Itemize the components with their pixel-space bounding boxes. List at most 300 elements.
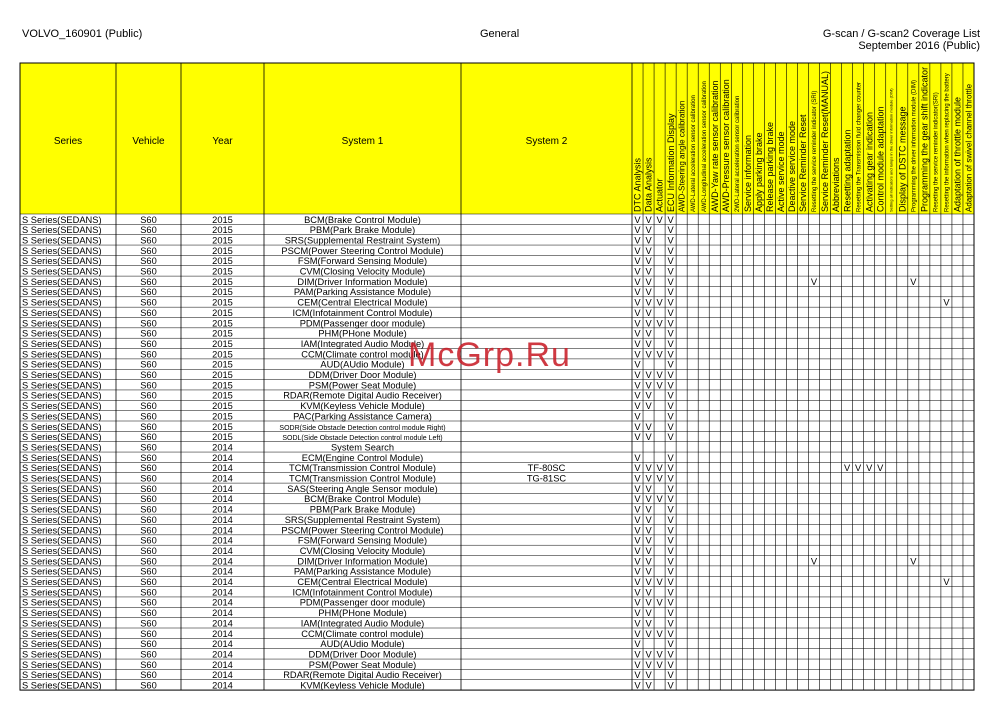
cell-year: 2014 xyxy=(212,639,233,650)
coverage-mark: V xyxy=(634,214,641,225)
function-header-0: DTC Analysis xyxy=(632,157,643,212)
coverage-mark: V xyxy=(667,297,674,308)
cell-year: 2014 xyxy=(212,587,233,598)
cell-year: 2015 xyxy=(212,401,233,412)
coverage-mark: V xyxy=(667,473,674,484)
cell-system1: DIM(Driver Information Module) xyxy=(297,276,428,287)
cell-system1: SRS(Supplemental Restraint System) xyxy=(284,235,441,246)
cell-series: S Series(SEDANS) xyxy=(22,463,102,474)
coverage-mark: V xyxy=(667,380,674,391)
cell-system1: FSM(Forward Sensing Module) xyxy=(297,256,428,267)
cell-year: 2015 xyxy=(212,338,233,349)
cell-series: S Series(SEDANS) xyxy=(22,535,102,546)
cell-vehicle: S60 xyxy=(140,432,157,443)
coverage-mark: V xyxy=(667,318,674,329)
coverage-mark: V xyxy=(634,380,641,391)
coverage-mark: V xyxy=(667,597,674,608)
function-header-20: Resetting the Transmission fluid changer counter xyxy=(856,81,863,212)
cell-series: S Series(SEDANS) xyxy=(22,628,102,639)
cell-vehicle: S60 xyxy=(140,649,157,660)
coverage-mark: V xyxy=(667,349,674,360)
cell-system1: PAM(Parking Assistance Module) xyxy=(293,566,432,577)
cell-system1: PSM(Power Seat Module) xyxy=(308,659,417,670)
coverage-mark: V xyxy=(634,276,641,287)
coverage-mark: V xyxy=(667,256,674,267)
cell-year: 2014 xyxy=(212,463,233,474)
series-header: Series xyxy=(53,136,83,147)
function-header-7: AWD-Yaw rate sensor calibration xyxy=(709,80,720,212)
coverage-mark: V xyxy=(634,452,641,463)
coverage-mark: V xyxy=(667,328,674,339)
cell-vehicle: S60 xyxy=(140,597,157,608)
coverage-mark: V xyxy=(634,256,641,267)
function-header-2: Actuator xyxy=(654,178,665,212)
coverage-mark: V xyxy=(656,659,663,670)
cell-vehicle: S60 xyxy=(140,307,157,318)
cell-series: S Series(SEDANS) xyxy=(22,370,102,380)
cell-system1: PBM(Park Brake Module) xyxy=(309,225,416,236)
cell-vehicle: S60 xyxy=(140,670,157,681)
cell-system1: CVM(Closing Velocity Module) xyxy=(299,266,426,277)
cell-year: 2014 xyxy=(212,670,233,681)
cell-year: 2015 xyxy=(212,287,233,298)
cell-vehicle: S60 xyxy=(140,349,157,360)
coverage-mark: V xyxy=(645,370,652,380)
coverage-mark: V xyxy=(667,266,674,277)
coverage-mark: V xyxy=(634,225,641,236)
cell-series: S Series(SEDANS) xyxy=(22,556,102,567)
coverage-mark: V xyxy=(656,628,663,639)
cell-year: 2014 xyxy=(212,608,233,619)
coverage-mark: V xyxy=(810,556,818,567)
function-header-18: Abbreviations xyxy=(831,157,842,212)
coverage-mark: V xyxy=(634,328,641,339)
vehicle-header: Vehicle xyxy=(132,136,165,147)
coverage-mark: V xyxy=(634,535,641,546)
cell-series: S Series(SEDANS) xyxy=(22,380,102,391)
cell-system1: DDM(Driver Door Module) xyxy=(308,370,417,380)
coverage-mark: V xyxy=(645,649,652,660)
coverage-mark: V xyxy=(667,545,674,556)
cell-vehicle: S60 xyxy=(140,514,157,525)
cell-system1: ICM(Infotainment Control Module) xyxy=(292,587,433,598)
cell-series: S Series(SEDANS) xyxy=(22,618,102,629)
coverage-mark: V xyxy=(656,649,663,660)
cell-year: 2014 xyxy=(212,577,233,587)
coverage-mark: V xyxy=(634,463,641,474)
coverage-mark: V xyxy=(634,670,641,681)
cell-year: 2015 xyxy=(212,359,233,370)
cell-vehicle: S60 xyxy=(140,504,157,515)
cell-vehicle: S60 xyxy=(140,452,157,463)
cell-series: S Series(SEDANS) xyxy=(22,597,102,608)
cell-series: S Series(SEDANS) xyxy=(22,452,102,463)
coverage-mark: V xyxy=(667,432,674,443)
cell-series: S Series(SEDANS) xyxy=(22,256,102,267)
coverage-mark: V xyxy=(645,245,652,256)
coverage-mark: V xyxy=(667,390,674,401)
cell-vehicle: S60 xyxy=(140,287,157,298)
cell-year: 2014 xyxy=(212,494,233,505)
coverage-mark: V xyxy=(645,256,652,267)
cell-year: 2014 xyxy=(212,545,233,556)
coverage-mark: V xyxy=(634,401,641,412)
coverage-mark: V xyxy=(634,597,641,608)
coverage-mark: V xyxy=(667,535,674,546)
cell-year: 2014 xyxy=(212,504,233,515)
cell-series: S Series(SEDANS) xyxy=(22,659,102,670)
coverage-mark: V xyxy=(667,525,674,536)
coverage-mark: V xyxy=(667,214,674,225)
coverage-mark: V xyxy=(634,318,641,329)
cell-vehicle: S60 xyxy=(140,297,157,308)
coverage-mark: V xyxy=(656,463,663,474)
coverage-mark: V xyxy=(645,318,652,329)
coverage-mark: V xyxy=(656,494,663,505)
function-header-10: Service information xyxy=(742,134,753,212)
cell-vehicle: S60 xyxy=(140,680,157,691)
coverage-mark: V xyxy=(645,504,652,515)
coverage-mark: V xyxy=(645,432,652,443)
cell-series: S Series(SEDANS) xyxy=(22,307,102,318)
cell-year: 2015 xyxy=(212,307,233,318)
cell-system1: SODR(Side Obstacle Detection control module Right) xyxy=(279,424,446,432)
coverage-mark: V xyxy=(667,370,674,380)
cell-year: 2015 xyxy=(212,411,233,422)
function-header-4: AWD-Steering angle calibration xyxy=(677,100,687,212)
coverage-mark: V xyxy=(645,328,652,339)
cell-vehicle: S60 xyxy=(140,535,157,546)
coverage-mark: V xyxy=(645,225,652,236)
cell-vehicle: S60 xyxy=(140,214,157,225)
cell-system1: DIM(Driver Information Module) xyxy=(297,556,428,567)
cell-system1: RDAR(Remote Digital Audio Receiver) xyxy=(283,670,442,681)
coverage-mark: V xyxy=(645,276,652,287)
cell-year: 2014 xyxy=(212,556,233,567)
coverage-mark: V xyxy=(634,494,641,505)
function-header-17: Service Reminder Reset(MANUAL) xyxy=(820,70,831,212)
coverage-mark: V xyxy=(645,566,652,577)
coverage-mark: V xyxy=(667,494,674,505)
coverage-list-date: September 2016 (Public) xyxy=(858,40,980,52)
coverage-mark: V xyxy=(910,556,917,567)
cell-series: S Series(SEDANS) xyxy=(22,639,102,650)
coverage-mark: V xyxy=(634,504,641,515)
cell-vehicle: S60 xyxy=(140,370,157,380)
coverage-mark: V xyxy=(634,473,641,484)
cell-year: 2014 xyxy=(212,566,233,577)
cell-series: S Series(SEDANS) xyxy=(22,245,102,256)
cell-year: 2014 xyxy=(212,628,233,639)
cell-series: S Series(SEDANS) xyxy=(22,608,102,619)
cell-series: S Series(SEDANS) xyxy=(22,545,102,556)
coverage-mark: V xyxy=(634,525,641,536)
system2-header: System 2 xyxy=(525,136,568,147)
coverage-mark: V xyxy=(866,463,873,474)
cell-year: 2015 xyxy=(212,328,233,339)
cell-system1: BCM(Brake Control Module) xyxy=(304,214,421,225)
cell-vehicle: S60 xyxy=(140,401,157,412)
coverage-mark: V xyxy=(667,276,674,287)
coverage-mark: V xyxy=(645,214,652,225)
coverage-mark: V xyxy=(645,287,652,298)
coverage-mark: V xyxy=(634,266,641,277)
cell-vehicle: S60 xyxy=(140,266,157,277)
cell-vehicle: S60 xyxy=(140,318,157,329)
coverage-mark: V xyxy=(645,473,652,484)
cell-year: 2014 xyxy=(212,514,233,525)
coverage-mark: V xyxy=(910,276,917,287)
cell-vehicle: S60 xyxy=(140,639,157,650)
cell-series: S Series(SEDANS) xyxy=(22,225,102,236)
coverage-mark: V xyxy=(645,659,652,670)
coverage-mark: V xyxy=(645,618,652,629)
cell-vehicle: S60 xyxy=(140,256,157,267)
cell-vehicle: S60 xyxy=(140,587,157,598)
function-header-14: Deactive service mode xyxy=(787,120,798,212)
cell-series: S Series(SEDANS) xyxy=(22,670,102,681)
coverage-mark: V xyxy=(634,680,641,691)
coverage-mark: V xyxy=(634,245,641,256)
coverage-mark: V xyxy=(634,297,641,308)
cell-system1: PAC(Parking Assistance Camera) xyxy=(293,411,432,422)
cell-system2: TG-81SC xyxy=(526,473,567,484)
cell-series: S Series(SEDANS) xyxy=(22,338,102,349)
cell-system1: IAM(Integrated Audio Module) xyxy=(300,338,425,349)
coverage-mark: V xyxy=(645,349,652,360)
coverage-mark: V xyxy=(667,577,674,587)
cell-system1: TCM(Transmission Control Module) xyxy=(289,463,436,474)
coverage-mark: V xyxy=(667,566,674,577)
cell-vehicle: S60 xyxy=(140,483,157,494)
cell-system1: PDM(Passenger door module) xyxy=(299,597,426,608)
cell-series: S Series(SEDANS) xyxy=(22,297,102,308)
coverage-mark: V xyxy=(656,380,663,391)
cell-vehicle: S60 xyxy=(140,390,157,401)
function-header-9: 2WD-Lateral acceleration sensor calibration xyxy=(734,95,741,212)
coverage-mark: V xyxy=(634,618,641,629)
coverage-mark: V xyxy=(645,556,652,567)
function-header-24: Display of DSTC message xyxy=(897,106,908,212)
cell-system1: SODL(Side Obstacle Detection control module Left) xyxy=(282,435,443,443)
coverage-mark: V xyxy=(656,297,663,308)
function-header-26: Programming the gear shift indicator xyxy=(919,66,930,212)
cell-series: S Series(SEDANS) xyxy=(22,577,102,587)
cell-system1: AUD(AUdio Module) xyxy=(320,359,405,370)
cell-year: 2015 xyxy=(212,370,233,380)
cell-vehicle: S60 xyxy=(140,359,157,370)
cell-system1: PBM(Park Brake Module) xyxy=(309,504,416,515)
cell-year: 2015 xyxy=(212,225,233,236)
cell-system1: PDM(Passenger door module) xyxy=(299,318,426,329)
function-header-29: Adaptation of throttle module xyxy=(952,96,963,212)
cell-series: S Series(SEDANS) xyxy=(22,483,102,494)
coverage-mark: V xyxy=(634,421,641,432)
cell-system1: PHM(PHone Module) xyxy=(318,328,407,339)
coverage-mark: V xyxy=(810,276,818,287)
cell-year: 2014 xyxy=(212,535,233,546)
function-header-22: Control module adaptation xyxy=(875,106,886,212)
cell-system1: CEM(Central Electrical Module) xyxy=(297,577,428,587)
coverage-mark: V xyxy=(667,307,674,318)
coverage-mark: V xyxy=(645,545,652,556)
cell-system1: PAM(Parking Assistance Module) xyxy=(293,287,432,298)
document-title: VOLVO_160901 (Public) xyxy=(22,28,143,40)
coverage-mark: V xyxy=(844,463,851,474)
cell-vehicle: S60 xyxy=(140,338,157,349)
coverage-mark: V xyxy=(855,463,862,474)
function-header-13: Active service mode xyxy=(776,131,787,212)
coverage-mark: V xyxy=(667,452,674,463)
cell-series: S Series(SEDANS) xyxy=(22,266,102,277)
coverage-mark: V xyxy=(634,338,641,349)
function-header-15: Service Reminder Reset xyxy=(798,114,809,212)
coverage-mark: V xyxy=(634,556,641,567)
cell-vehicle: S60 xyxy=(140,463,157,474)
cell-vehicle: S60 xyxy=(140,545,157,556)
cell-series: S Series(SEDANS) xyxy=(22,401,102,412)
function-header-19: Resetting adaptation xyxy=(842,129,853,212)
coverage-mark: V xyxy=(667,245,674,256)
coverage-mark: V xyxy=(634,566,641,577)
cell-vehicle: S60 xyxy=(140,556,157,567)
cell-year: 2014 xyxy=(212,597,233,608)
cell-series: S Series(SEDANS) xyxy=(22,473,102,484)
cell-vehicle: S60 xyxy=(140,618,157,629)
watermark-text: McGrp.Ru xyxy=(408,336,571,374)
coverage-mark: V xyxy=(667,639,674,650)
function-header-23: Setting all indicators and lamps in the driver information module (DIM) xyxy=(888,88,894,212)
cell-system1: ICM(Infotainment Control Module) xyxy=(292,307,433,318)
cell-series: S Series(SEDANS) xyxy=(22,359,102,370)
cell-system1: PSCM(Power Steering Control Module) xyxy=(281,525,444,536)
year-header: Year xyxy=(212,136,233,147)
coverage-mark: V xyxy=(634,628,641,639)
cell-year: 2014 xyxy=(212,649,233,660)
cell-series: S Series(SEDANS) xyxy=(22,287,102,298)
coverage-mark: V xyxy=(645,577,652,587)
cell-year: 2014 xyxy=(212,452,233,463)
cell-series: S Series(SEDANS) xyxy=(22,494,102,505)
coverage-mark: V xyxy=(645,680,652,691)
coverage-mark: V xyxy=(656,473,663,484)
cell-system1: FSM(Forward Sensing Module) xyxy=(297,535,428,546)
cell-series: S Series(SEDANS) xyxy=(22,649,102,660)
cell-series: S Series(SEDANS) xyxy=(22,680,102,691)
cell-system1: CEM(Central Electrical Module) xyxy=(297,297,428,308)
cell-vehicle: S60 xyxy=(140,245,157,256)
cell-series: S Series(SEDANS) xyxy=(22,504,102,515)
cell-year: 2015 xyxy=(212,349,233,360)
coverage-mark: V xyxy=(634,359,641,370)
coverage-mark: V xyxy=(667,608,674,619)
cell-series: S Series(SEDANS) xyxy=(22,318,102,329)
coverage-mark: V xyxy=(656,349,663,360)
cell-year: 2014 xyxy=(212,483,233,494)
cell-system1: CVM(Closing Velocity Module) xyxy=(299,545,426,556)
function-header-8: AWD-Pressure sensor calibration xyxy=(720,79,731,212)
cell-system1: AUD(AUdio Module) xyxy=(320,639,405,650)
coverage-mark: V xyxy=(645,338,652,349)
cell-vehicle: S60 xyxy=(140,235,157,246)
cell-vehicle: S60 xyxy=(140,577,157,587)
coverage-mark: V xyxy=(656,577,663,587)
coverage-mark: V xyxy=(645,421,652,432)
cell-year: 2014 xyxy=(212,618,233,629)
cell-series: S Series(SEDANS) xyxy=(22,390,102,401)
function-header-21: Activating gear indication xyxy=(864,111,875,212)
coverage-mark: V xyxy=(645,670,652,681)
cell-year: 2015 xyxy=(212,245,233,256)
coverage-mark: V xyxy=(667,659,674,670)
cell-series: S Series(SEDANS) xyxy=(22,411,102,422)
coverage-mark: V xyxy=(634,587,641,598)
coverage-mark: V xyxy=(645,401,652,412)
function-header-28: Resetting the information when replacing the battery xyxy=(944,73,951,212)
cell-system1: CCM(Climate control module) xyxy=(301,628,424,639)
coverage-mark: V xyxy=(645,608,652,619)
cell-series: S Series(SEDANS) xyxy=(22,276,102,287)
coverage-mark: V xyxy=(645,597,652,608)
cell-year: 2015 xyxy=(212,276,233,287)
cell-series: S Series(SEDANS) xyxy=(22,525,102,536)
cell-year: 2014 xyxy=(212,525,233,536)
coverage-mark: V xyxy=(645,587,652,598)
function-header-5: AWD-Lateral acceleration sensor calibration xyxy=(690,95,697,212)
cell-system1: BCM(Brake Control Module) xyxy=(304,494,421,505)
coverage-mark: V xyxy=(634,349,641,360)
coverage-mark: V xyxy=(645,463,652,474)
cell-series: S Series(SEDANS) xyxy=(22,442,102,453)
cell-year: 2015 xyxy=(212,390,233,401)
cell-series: S Series(SEDANS) xyxy=(22,214,102,225)
coverage-mark: V xyxy=(877,463,884,474)
cell-series: S Series(SEDANS) xyxy=(22,566,102,577)
coverage-mark: V xyxy=(634,287,641,298)
coverage-mark: V xyxy=(667,235,674,246)
coverage-mark: V xyxy=(667,401,674,412)
cell-vehicle: S60 xyxy=(140,494,157,505)
coverage-mark: V xyxy=(645,535,652,546)
cell-system1: IAM(Integrated Audio Module) xyxy=(300,618,425,629)
cell-system1: KVM(Keyless Vehicle Module) xyxy=(300,401,425,412)
coverage-mark: V xyxy=(634,432,641,443)
coverage-mark: V xyxy=(667,421,674,432)
function-header-3: ECU Information Display xyxy=(665,113,676,212)
coverage-mark: V xyxy=(634,514,641,525)
function-header-12: Release parking brake xyxy=(765,121,776,212)
cell-system1: SAS(Steering Angle Sensor module) xyxy=(287,483,438,494)
cell-series: S Series(SEDANS) xyxy=(22,432,102,443)
cell-series: S Series(SEDANS) xyxy=(22,421,102,432)
cell-vehicle: S60 xyxy=(140,628,157,639)
cell-vehicle: S60 xyxy=(140,442,157,453)
cell-system2: TF-80SC xyxy=(527,463,566,474)
cell-year: 2015 xyxy=(212,256,233,267)
coverage-mark: V xyxy=(656,597,663,608)
cell-vehicle: S60 xyxy=(140,421,157,432)
cell-year: 2015 xyxy=(212,235,233,246)
coverage-mark: V xyxy=(645,380,652,391)
coverage-mark: V xyxy=(634,577,641,587)
cell-vehicle: S60 xyxy=(140,411,157,422)
function-header-16: Resetting the service reminder indicator (SRI) xyxy=(812,90,819,212)
coverage-mark: V xyxy=(667,587,674,598)
cell-vehicle: S60 xyxy=(140,473,157,484)
coverage-mark: V xyxy=(634,545,641,556)
coverage-mark: V xyxy=(667,411,674,422)
cell-series: S Series(SEDANS) xyxy=(22,514,102,525)
